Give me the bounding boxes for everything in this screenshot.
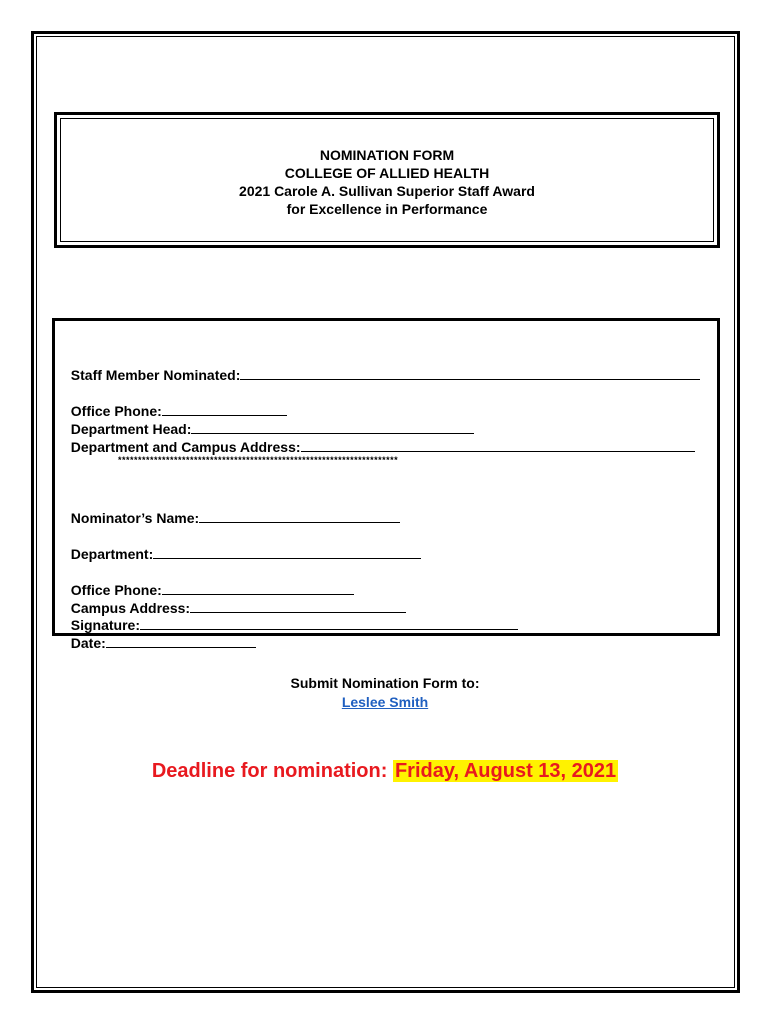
nominator-name-field[interactable] (199, 509, 400, 523)
deadline-notice (0, 760, 770, 783)
department-label: Department: (70, 546, 154, 562)
signature-row (63, 598, 518, 652)
dept-campus-address-row (63, 420, 695, 456)
form-title-line-2: COLLEGE OF ALLIED HEALTH (284, 165, 490, 181)
submit-instructions (0, 674, 770, 712)
submit-label: Submit Nomination Form to: (290, 675, 480, 691)
staff-member-field[interactable] (240, 366, 700, 380)
nominator-office-phone-label: Office Phone: (70, 582, 162, 598)
department-field[interactable] (153, 545, 421, 559)
department-row (63, 527, 421, 563)
dept-campus-address-field[interactable] (301, 438, 695, 452)
form-title-line-4: for Excellence in Performance (286, 201, 488, 217)
campus-address-label: Campus Address: (70, 600, 191, 616)
date-field[interactable] (106, 634, 256, 648)
deadline-date: Friday, August 13, 2021 (394, 760, 617, 782)
staff-member-row (63, 348, 700, 384)
deadline-label: Deadline for nomination: (151, 760, 388, 782)
date-label: Date: (70, 635, 106, 651)
nominator-name-label: Nominator’s Name: (70, 510, 200, 526)
signature-field[interactable] (140, 616, 518, 630)
form-title (60, 146, 714, 218)
office-phone-label: Office Phone: (70, 403, 162, 419)
dept-campus-address-label: Department and Campus Address: (70, 439, 301, 455)
nominator-office-phone-field[interactable] (162, 581, 354, 595)
signature-label: Signature: (70, 617, 141, 633)
form-title-line-1: NOMINATION FORM (319, 147, 455, 163)
office-phone-field[interactable] (162, 402, 287, 416)
nominator-name-row (63, 491, 400, 527)
contact-link[interactable]: Leslee Smith (341, 694, 429, 710)
department-head-label: Department Head: (70, 421, 192, 437)
section-separator: ********************************************************************** (118, 455, 399, 465)
form-title-line-3: 2021 Carole A. Sullivan Superior Staff Award (239, 183, 535, 199)
staff-member-label: Staff Member Nominated: (70, 367, 241, 383)
